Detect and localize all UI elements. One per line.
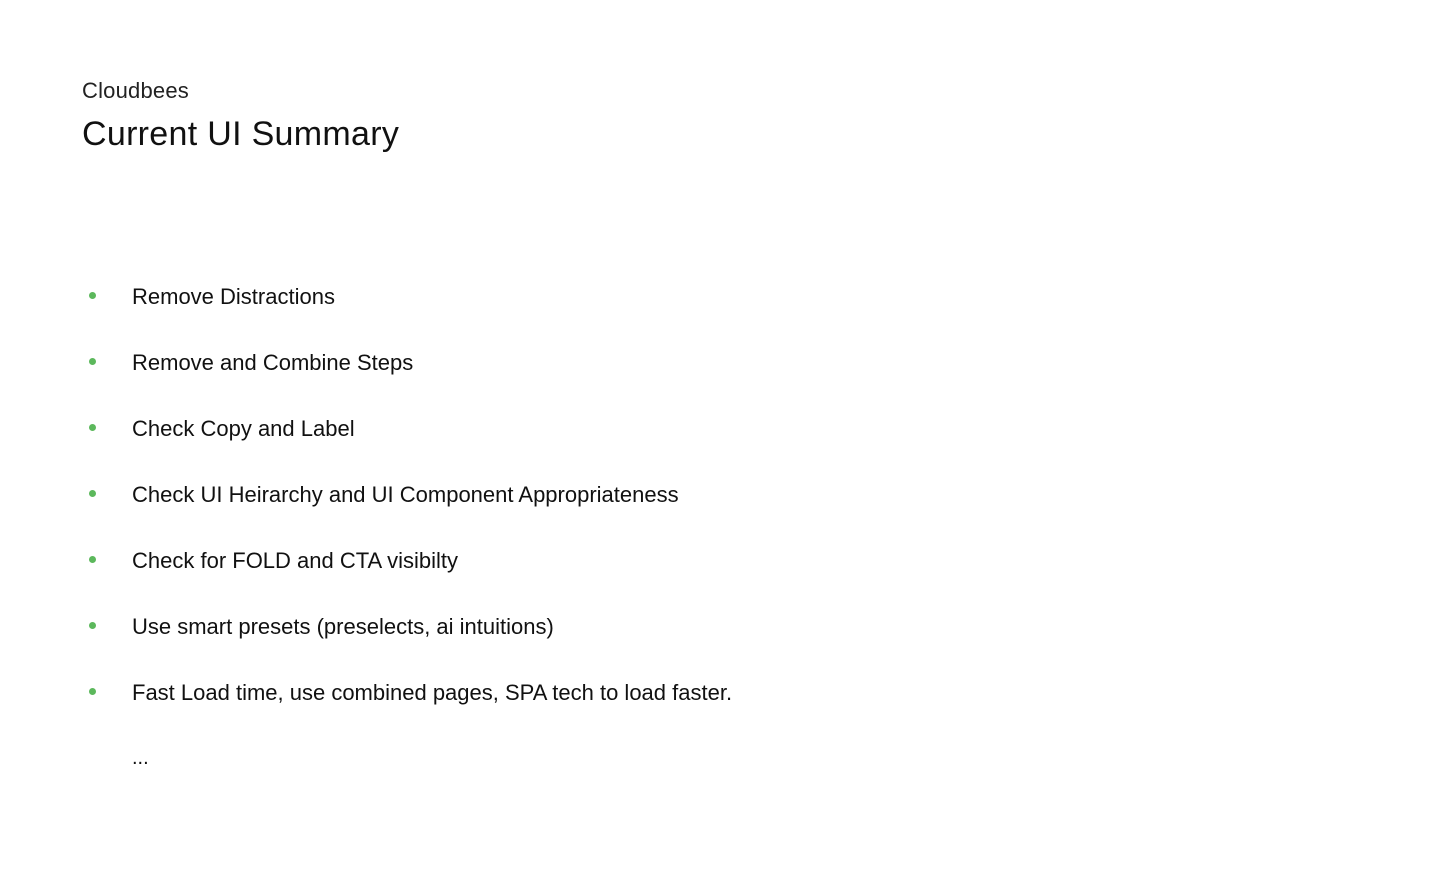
list-item: [82, 478, 732, 544]
list-item: [82, 280, 732, 346]
company-name: Cloudbees: [82, 78, 189, 103]
bullet-dot-icon: [82, 676, 132, 710]
bullet-dot-icon: [82, 412, 132, 446]
list-item: [82, 676, 732, 742]
list-item: [82, 412, 732, 478]
list-item-text: Check Copy and Label: [132, 416, 355, 441]
continuation-ellipsis: ...: [132, 747, 149, 769]
list-item-text: Check for FOLD and CTA visibilty: [132, 548, 459, 573]
page-title: Current UI Summary: [82, 115, 400, 153]
list-item-text: Check UI Heirarchy and UI Component Appropriateness: [132, 482, 679, 507]
list-item-text: Remove Distractions: [132, 284, 335, 309]
bullet-dot-icon: [82, 478, 132, 512]
list-item-text: Remove and Combine Steps: [132, 350, 414, 375]
bullet-dot-icon: [82, 346, 132, 380]
list-item-text: Fast Load time, use combined pages, SPA tech to load faster.: [132, 680, 733, 705]
list-item: [82, 346, 732, 412]
summary-list: [82, 280, 732, 742]
bullet-dot-icon: [82, 280, 132, 314]
slide-header: [82, 76, 399, 154]
bullet-dot-icon: [82, 544, 132, 578]
list-item-text: Use smart presets (preselects, ai intuitions): [132, 614, 554, 639]
bullet-dot-icon: [82, 610, 132, 644]
list-item: [82, 544, 732, 610]
list-item: [82, 610, 732, 676]
